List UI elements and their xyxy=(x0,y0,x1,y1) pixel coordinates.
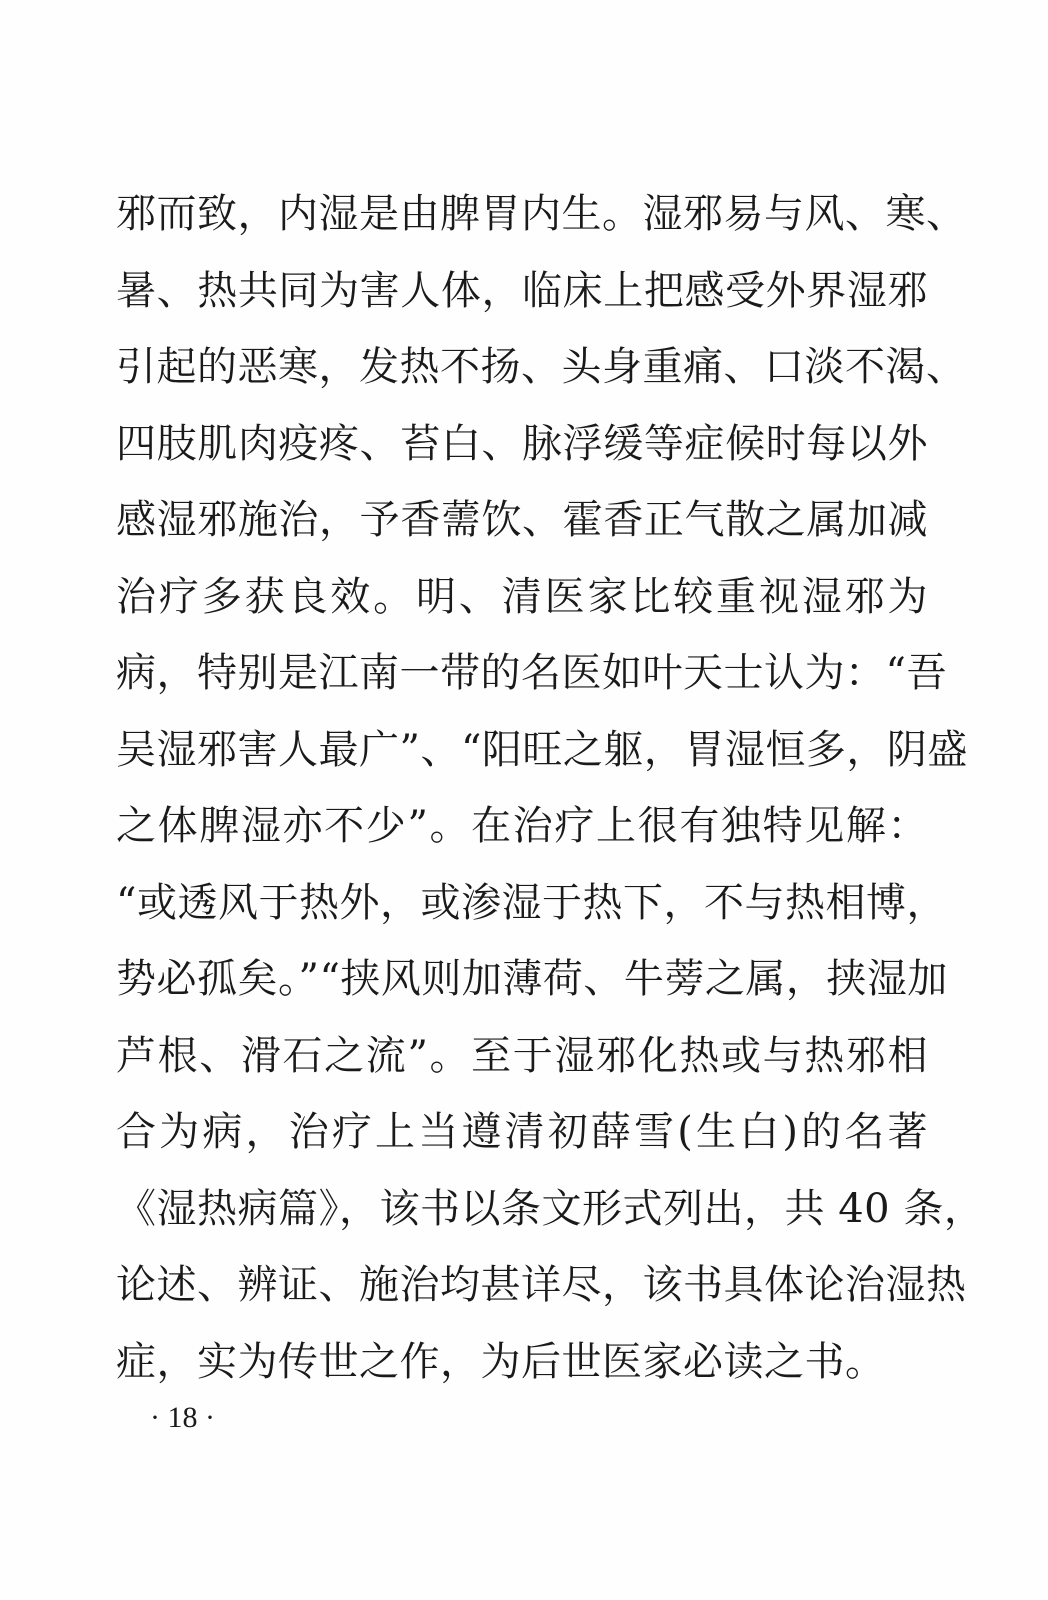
text-line: 《湿热病篇》，该书以条文形式列出，共 40 条， xyxy=(116,1185,985,1232)
text-line: “或透风于热外，或渗湿于热下，不与热相博， xyxy=(116,879,947,926)
text-line: 症，实为传世之作，为后世医家必读之书。 xyxy=(116,1338,886,1385)
text-line: 感湿邪施治，予香薷饮、霍香正气散之属加减 xyxy=(116,497,928,543)
text-line: 论述、辨证、施治均甚详尽，该书具体论治湿热 xyxy=(116,1262,967,1308)
text-line: 吴湿邪害人最广”、“阳旺之躯，胃湿恒多，阴盛 xyxy=(116,726,968,773)
text-line: 暑、热共同为害人体，临床上把感受外界湿邪 xyxy=(116,267,928,314)
text-line: 合为病，治疗上当遵清初薛雪(生白)的名著 xyxy=(116,1109,928,1155)
page-number: · 18 · xyxy=(150,1401,215,1434)
body-text xyxy=(116,176,985,1400)
text-line: 治疗多获良效。明、清医家比较重视湿邪为 xyxy=(116,573,928,620)
text-line: 病，特别是江南一带的名医如叶天士认为：“吾 xyxy=(116,650,947,696)
text-line: 芦根、滑石之流”。至于湿邪化热或与热邪相 xyxy=(116,1032,928,1079)
text-line: 势必孤矣。”“挟风则加薄荷、牛蒡之属，挟湿加 xyxy=(116,956,948,1002)
text-line: 邪而致，内湿是由脾胃内生。湿邪易与风、寒、 xyxy=(116,191,967,237)
text-line: 四肢肌肉疫疼、苔白、脉浮缓等症候时每以外 xyxy=(116,420,928,467)
text-line: 之体脾湿亦不少”。在治疗上很有独特见解： xyxy=(116,803,928,849)
text-line: 引起的恶寒，发热不扬、头身重痛、口淡不渴、 xyxy=(116,344,967,390)
